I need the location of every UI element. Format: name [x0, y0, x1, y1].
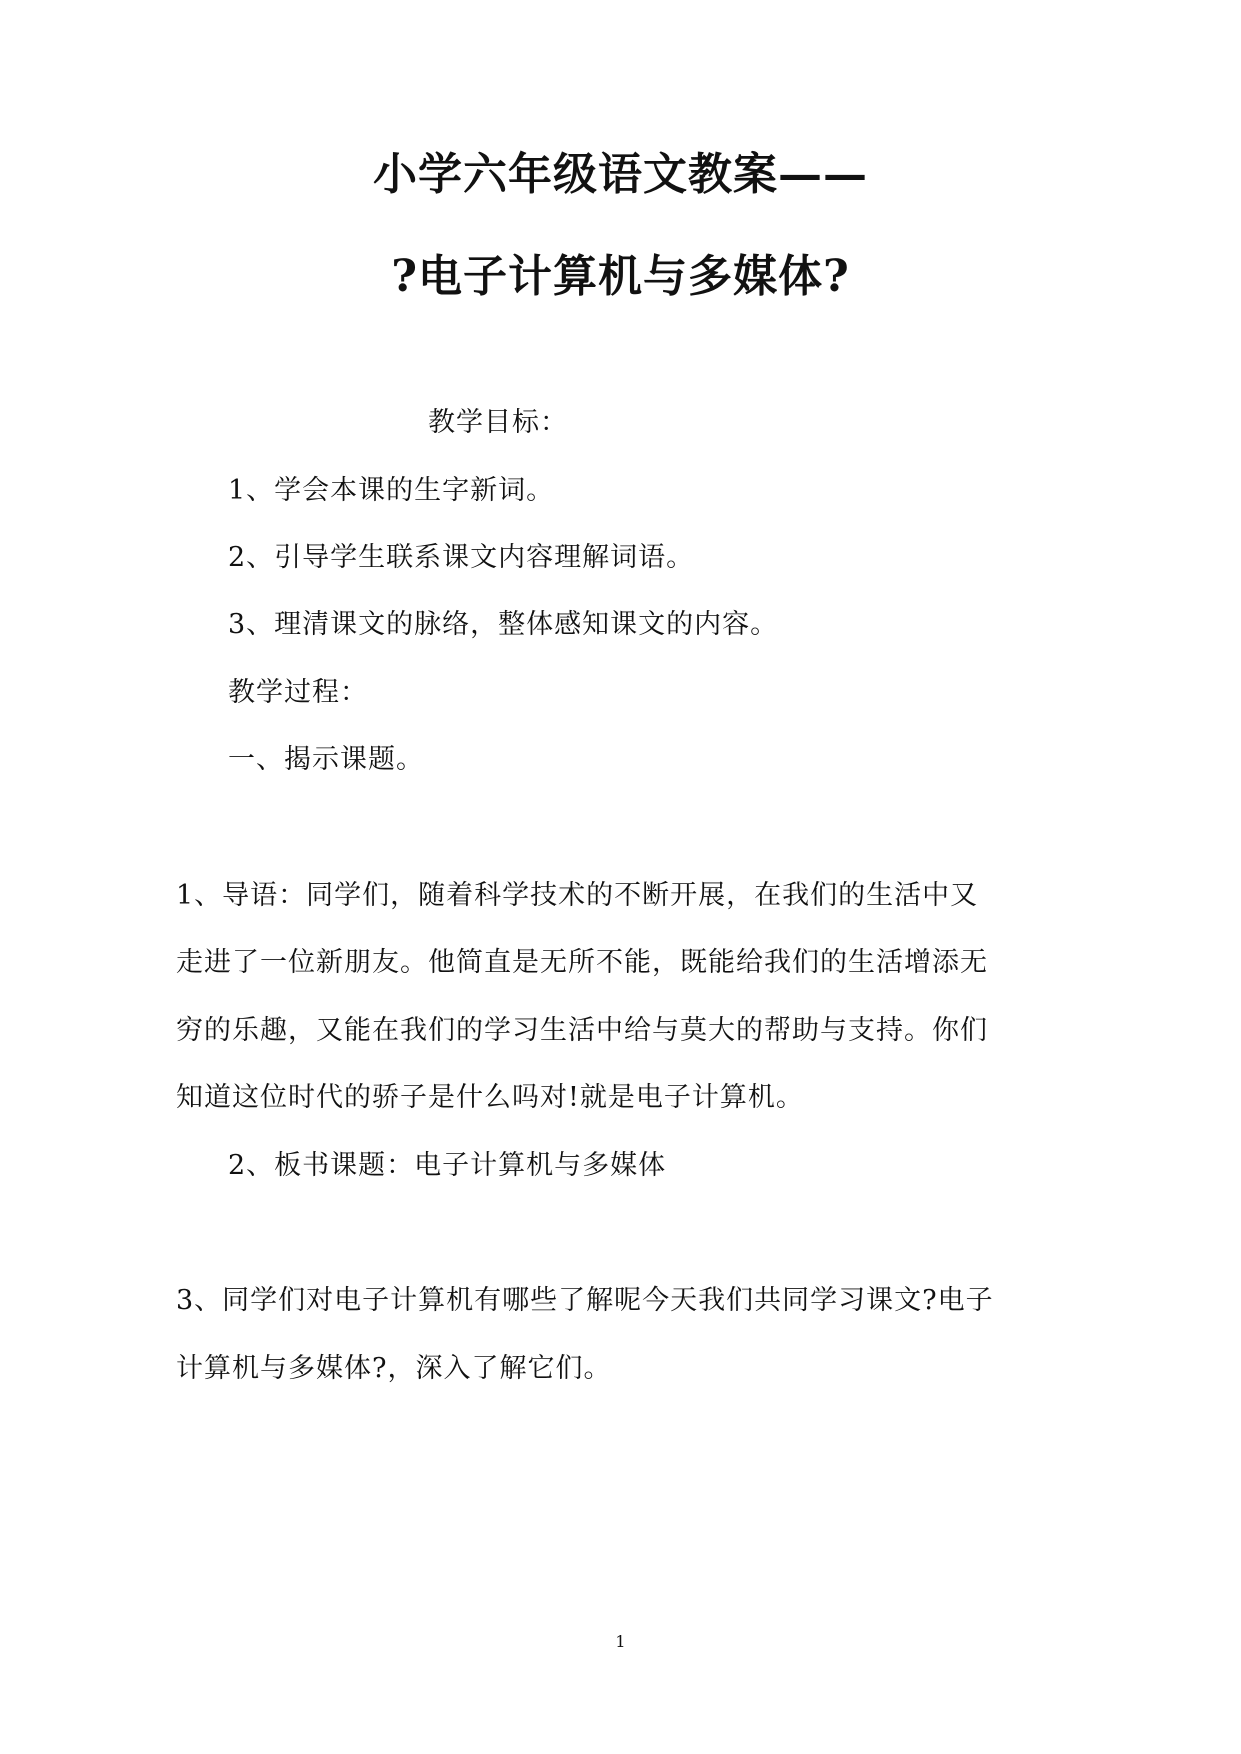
paragraph-1-line-1: 1、导语：同学们，随着科学技术的不断开展，在我们的生活中又 — [176, 880, 979, 911]
process-heading: 教学过程： — [228, 677, 368, 708]
page-number: 1 — [615, 1632, 626, 1651]
paragraph-2: 2、板书课题：电子计算机与多媒体 — [228, 1150, 667, 1181]
objective-item-1: 1、学会本课的生字新词。 — [228, 475, 555, 506]
title-line-2: ?电子计算机与多媒体? — [391, 251, 850, 302]
objective-item-2: 2、引导学生联系课文内容理解词语。 — [228, 542, 695, 573]
title-line-1: 小学六年级语文教案—— — [373, 149, 868, 200]
section-heading-1: 一、揭示课题。 — [228, 744, 424, 775]
paragraph-1-line-4: 知道这位时代的骄子是什么吗对!就是电子计算机。 — [176, 1082, 804, 1113]
paragraph-3-line-2: 计算机与多媒体?，深入了解它们。 — [176, 1353, 612, 1384]
paragraph-3-line-1: 3、同学们对电子计算机有哪些了解呢今天我们共同学习课文?电子 — [176, 1285, 994, 1316]
objectives-heading: 教学目标： — [428, 407, 568, 438]
paragraph-1-line-2: 走进了一位新朋友。他简直是无所不能，既能给我们的生活增添无 — [176, 947, 988, 978]
paragraph-1-line-3: 穷的乐趣，又能在我们的学习生活中给与莫大的帮助与支持。你们 — [176, 1015, 988, 1046]
objective-item-3: 3、理清课文的脉络，整体感知课文的内容。 — [228, 609, 779, 640]
